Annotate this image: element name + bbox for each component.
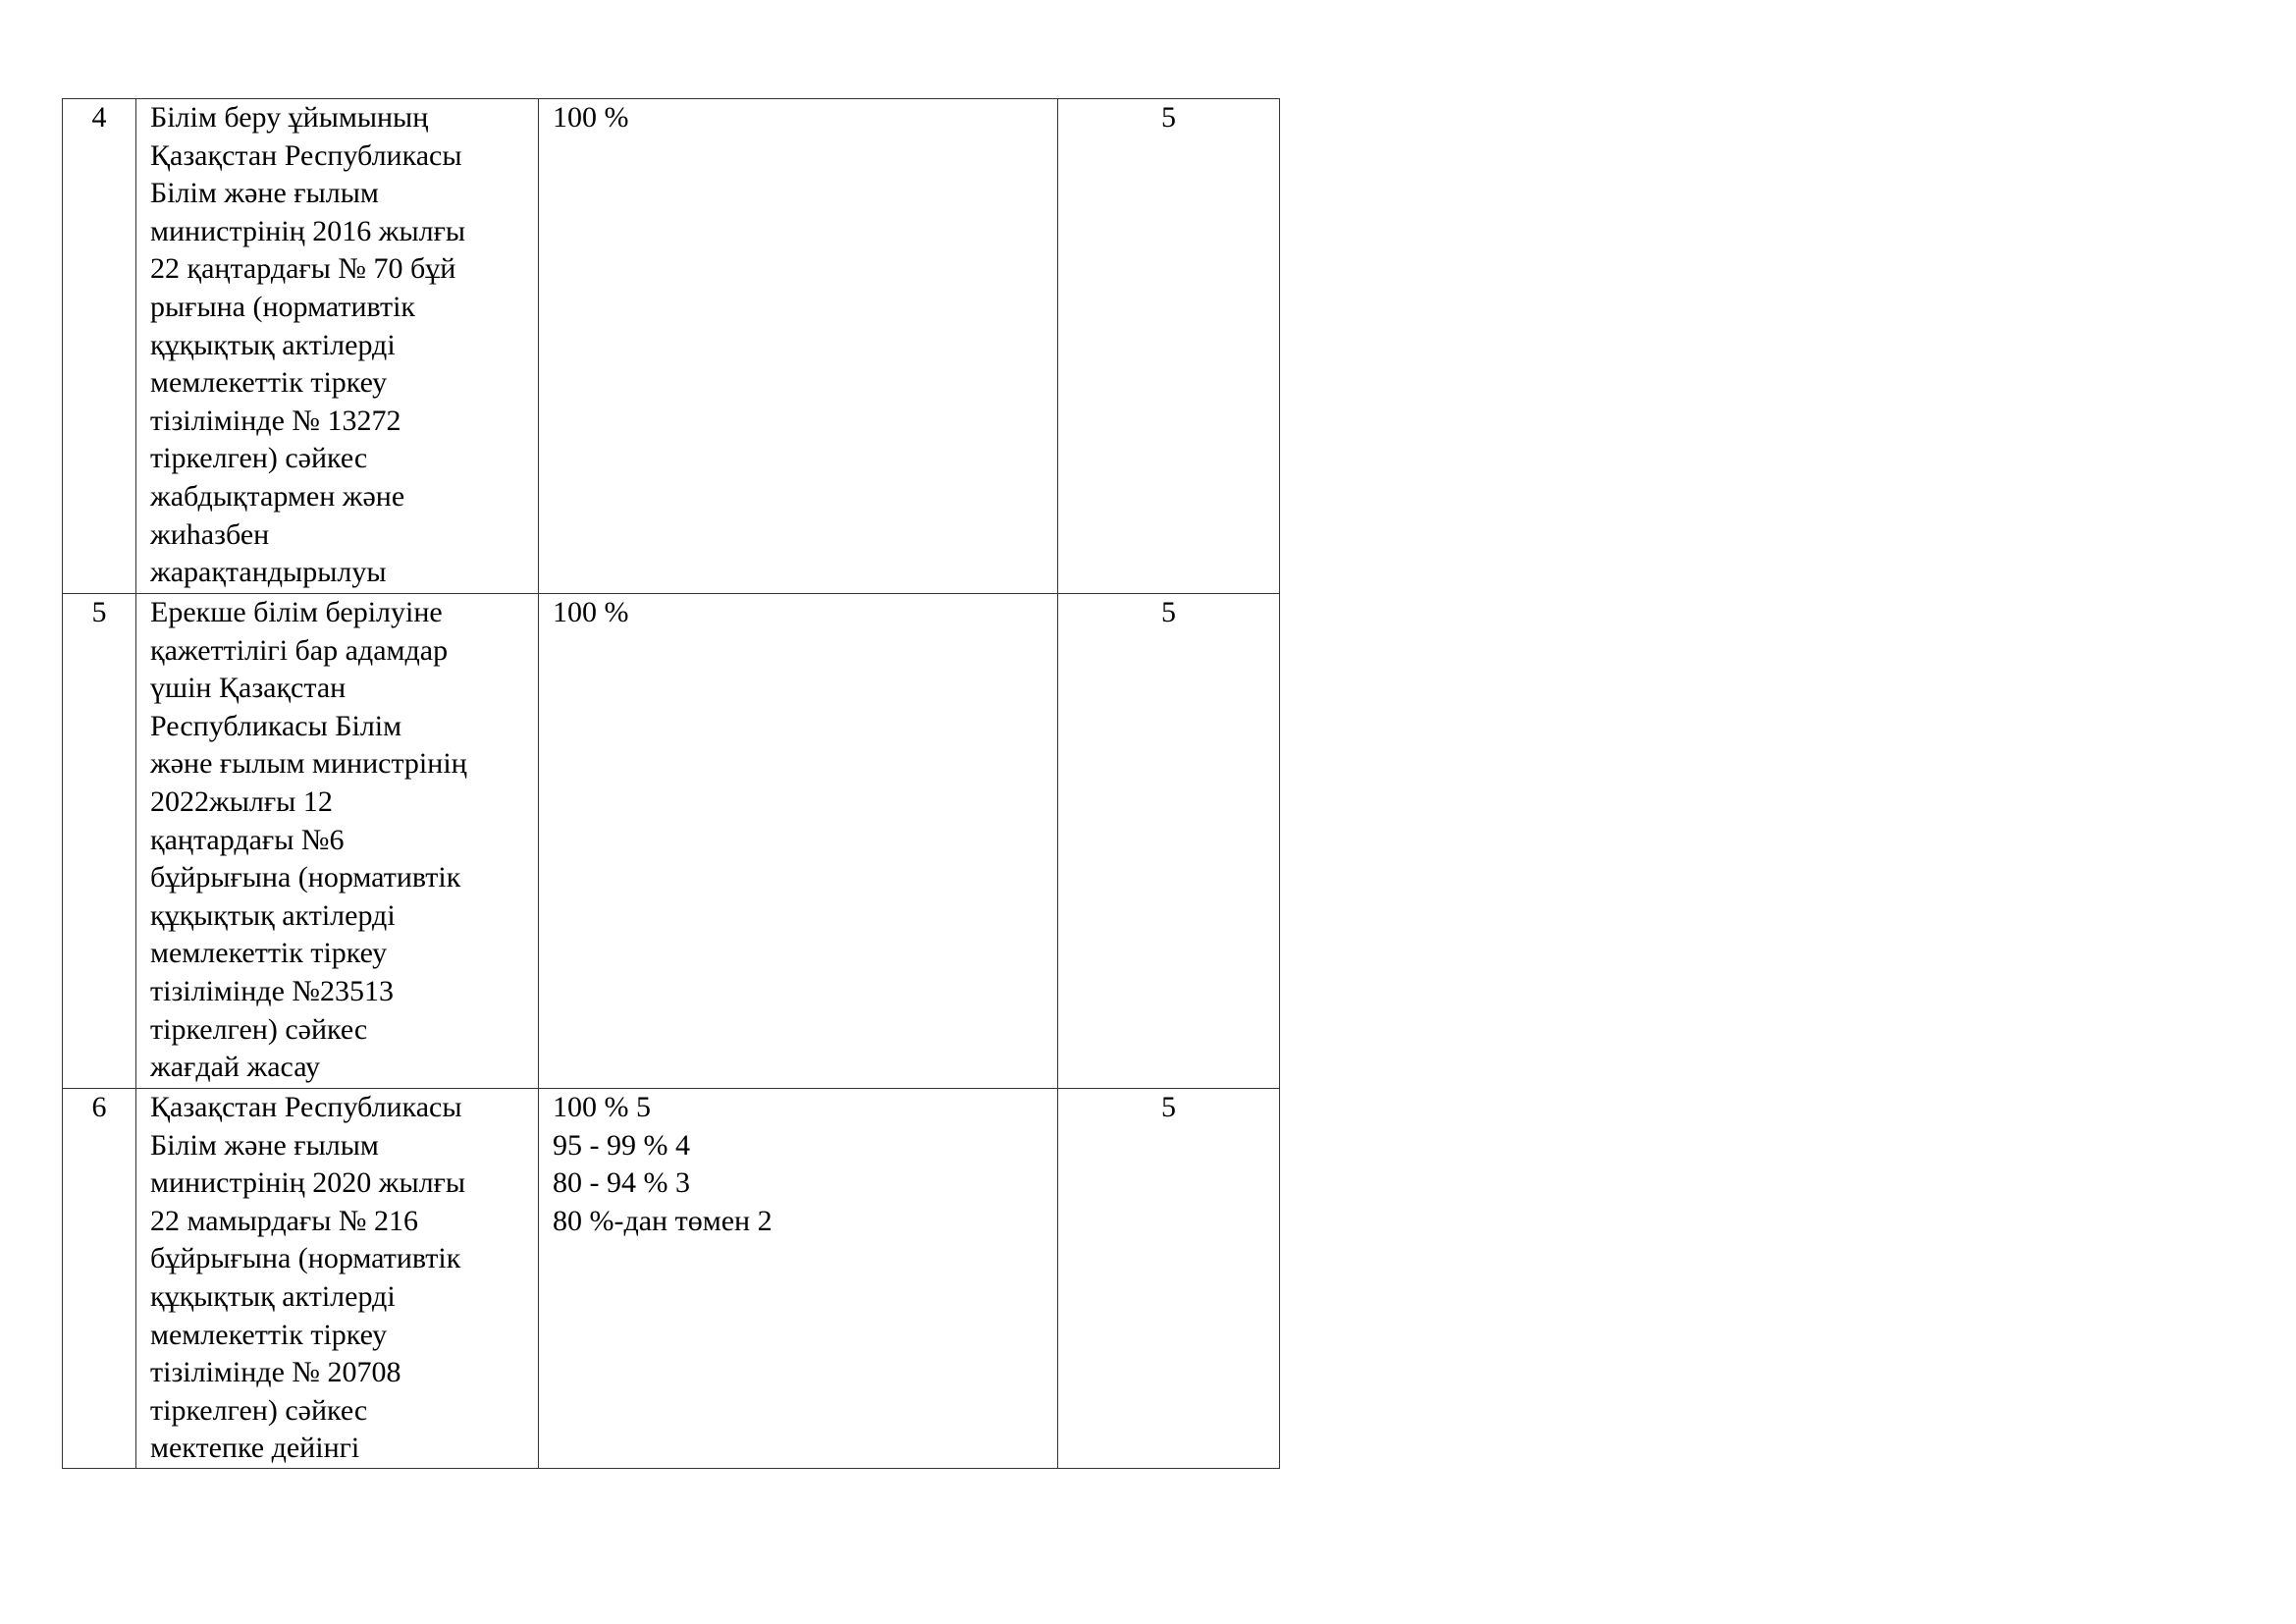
description-cell [136,1089,539,1469]
criteria-line: 100 % 5 [553,1091,651,1123]
criteria-line: 95 - 99 % 4 [553,1128,690,1162]
score-cell [1058,1089,1280,1469]
row-number: 5 [91,596,107,628]
score-value: 5 [1161,101,1176,134]
row-number-cell [63,594,136,1089]
row-number-cell [63,99,136,594]
criteria-cell [539,99,1058,594]
row-number: 4 [91,101,107,134]
table-row [63,594,1280,1089]
description-text: Ерекше білім берілуіне қажеттілігі бар адамдар үшін Қазақстан Республикасы Білім және ғылым министрінің 2022жылғы 12 қаңтардағы №6 бұйрығына (нормативтік құқықтық актілерді мемлекеттік тіркеу тізілімінде №23513 тіркелген) сәйкес жағдай жасау [150,596,467,1084]
criteria-line: 80 - 94 % 3 [553,1166,690,1200]
description-cell [136,594,539,1089]
row-number-cell [63,1089,136,1469]
criteria-line: 100 % [553,596,629,628]
row-number: 6 [91,1091,107,1123]
description-text: Қазақстан Республикасы Білім және ғылым министрінің 2020 жылғы 22 мамырдағы № 216 бұйрығына (нормативтік құқықтық актілерді мемлекеттік тіркеу тізілімінде № 20708 тіркелген) сәйкес мектепке дейінгі [150,1091,466,1465]
score-value: 5 [1161,1091,1176,1123]
criteria-cell [539,1089,1058,1469]
criteria-table [62,98,1280,1469]
description-text: Білім беру ұйымының Қазақстан Республикасы Білім және ғылым министрінің 2016 жылғы 22 қаңтардағы № 70 бұй рығына (нормативтік құқықтық актілерді мемлекеттік тіркеу тізілімінде № 13272 тіркелген) сәйкес жабдықтармен және жиһазбен жарақтандырылуы [150,101,466,589]
criteria-cell [539,594,1058,1089]
score-cell [1058,594,1280,1089]
score-cell [1058,99,1280,594]
table-row [63,1089,1280,1469]
table-row [63,99,1280,594]
description-cell [136,99,539,594]
criteria-line: 100 % [553,101,629,134]
criteria-line: 80 %-дан төмен 2 [553,1204,773,1237]
score-value: 5 [1161,596,1176,628]
